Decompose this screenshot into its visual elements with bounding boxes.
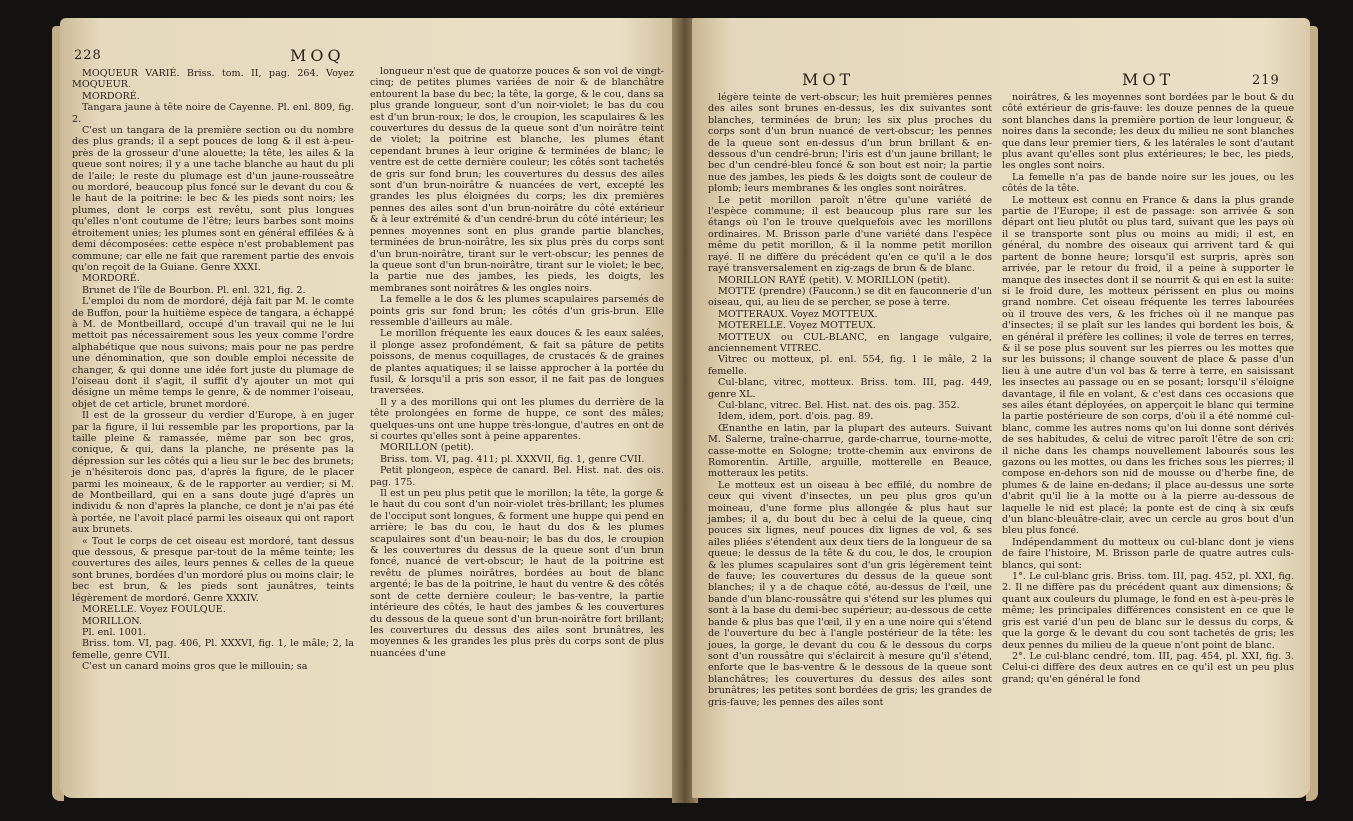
paragraph: Le motteux est un oiseau à bec effilé, du nombre de ceux qui vivent d'insectes, un peu plus gros qu'un moineau, d'une forme plus allongée & plus haut sur jambes; il a, du bout du bec à celui de la queue, cinq pouces six lignes, neuf pouces dix lignes de vol, & ses ailes pliées s'étendent aux deux tiers de la longueur de sa queue; le dessus de la tête & du cou, le dos, le croupion & les plumes scapulaires sont d'un gris légèrement teint de fauve; les couvertures du dessus de la queue sont blanches; il y a de chaque côté, au-dessus de l'œil, une bande d'un blanc-roussâtre qui s'étend sur les plumes qui sont à la base du demi-bec supérieur; au-dessous de cette bande & plus bas que l'œil, il y en a une noire qui s'étend de l'ouverture du bec à l'angle postérieur de la tête: les joues, la gorge, le devant du cou & le dessous du corps sont d'un roussâtre qui s'éclaircit à mesure qu'il s'étend, enforte que le bas-ventre & le dessous de la queue sont blanchâtres; les couvertures du dessus des ailes sont brunâtres; les petites sont bordées de gris; les grandes de gris-fauve; les pennes des ailes sont [708, 479, 992, 708]
paragraph: Tangara jaune à tête noire de Cayenne. Pl. enl. 809, fig. 2. [72, 102, 354, 125]
left-page-column-1 [72, 68, 354, 673]
paragraph: Œnanthe en latin, par la plupart des auteurs. Suivant M. Salerne, traîne-charrue, garde-charrue, tourne-motte, casse-motte en Sologne; trotte-chemin aux environs de Romorentin. Artille, arguille, motterelle en Beauce, motteraux les petits. [708, 422, 992, 480]
running-head-right-2: MOT [1122, 70, 1175, 89]
paragraph: La femelle n'a pas de bande noire sur les joues, ou les côtés de la tête. [1002, 171, 1294, 195]
paragraph: MOQUEUR VARIÉ. Briss. tom. II, pag. 264. Voyez MOQUEUR. [72, 68, 354, 91]
paragraph: noirâtres, & les moyennes sont bordées par le bout & du côté extérieur de gris-fauve: les douze pennes de la queue sont blanches dans la première portion de leur longueur, & noires dans la seconde; les deux du milieu ne sont blanches que dans leur premier tiers, & les latérales le sont d'autant plus avant qu'elles sont plus extérieures; le bec, les pieds, les ongles sont noirs. [1002, 92, 1294, 172]
paragraph: Pl. enl. 1001. [82, 626, 147, 638]
paragraph: Briss. tom. VI, pag. 411; pl. XXXVII, fig. 1, genre CVII. [380, 453, 645, 465]
right-page-column-1 [708, 92, 992, 708]
paragraph: MORDORÉ. [82, 273, 140, 285]
paragraph: Petit plongeon, espèce de canard. Bel. Hist. nat. des ois. pag. 175. [370, 465, 664, 488]
paragraph: Le motteux est connu en France & dans la plus grande partie de l'Europe; il est de passage: son arrivée & son départ ont lieu plutôt ou plus tard, suivant que les pays où il se transporte sont plus ou moins au midi; il est, en général, du nombre des oiseaux qui arrivent tard & qui partent de bonne heure; lorsqu'il est surpris, après son arrivée, par le retour du froid, il a peine à supporter le manque des insectes dont il se nourrit & qui en est la suite: si le froid dure, les motteux périssent en plus ou moins grand nombre. Cet oiseau fréquente les terres labourées où il trouve des vers, & les friches où il ne manque pas d'insectes; il se plaît sur les landes qui bordent les bois, & en général il préfère les collines; il vole de terres en terres, & il se pose plus souvent sur les pierres ou les mottes que sur les buissons; il change souvent de place & passe d'un lieu à une autre d'un vol bas & terre à terre, en saisissant les insectes au passage ou en se posant; lorsqu'il s'éloigne davantage, il file en volant, & c'est dans ces occasions que ses ailes étant déployées, on apperçoit le blanc qui termine la partie postérieure de son corps, d'où il a été nommé cul-blanc, comme les autres noms qu'on lui donne sont dérivés de ses habitudes, & celui de vitrec paroît l'être de son cri: il niche dans les champs nouvellement labourés sous les gazons ou les mottes, ou dans les friches sous les pierres; il compose en-dehors son nid de mousse ou d'herbe fine, de plumes & de laine en-dedans; il place au-dessus une sorte d'abrit qu'il lie à la motte ou à la pierre au-dessous de laquelle le nid est placé; la ponte est de cinq à six œufs d'un blanc-bleuâtre-clair, avec un cercle au gros bout d'un bleu plus foncé. [1002, 194, 1294, 537]
open-book [60, 18, 1310, 808]
page-number-left: 228 [74, 48, 102, 63]
paragraph: Briss. tom. VI, pag. 406, Pl. XXXVI, fig. 1, le mâle; 2, la femelle, genre CVII. [72, 638, 354, 661]
paragraph: Idem, idem, port. d'ois. pag. 89. [718, 411, 874, 423]
paragraph: Il est de la grosseur du verdier d'Europe, à en juger par la figure, il lui ressemble par les proportions, par la taille pleine & ramassée, même par son bec gros, conique, & qui, dans la planche, ne présente pas la dépression sur les côtés qui a lieu sur le bec des brunets; je n'hésiterois donc pas, d'après la figure, de le placer parmi les moineaux, & de le rapporter au verdier; si M. de Montbeillard, qui en a sans doute jugé d'après un individu & non d'après la planche, ce dont je n'ai pas été à portée, ne l'avoit placé parmi les oiseaux qui ont raport aux brunets. [72, 410, 354, 536]
paragraph: Cul-blanc, vitrec, motteux. Briss. tom. III, pag. 449, genre XL. [708, 377, 992, 400]
paragraph: MOTTE (prendre) (Fauconn.) se dit en fauconnerie d'un oiseau, qui, au lieu de se percher, se pose à terre. [708, 285, 992, 309]
paragraph: longueur n'est que de quatorze pouces & son vol de vingt-cinq; de petites plumes variées de noir & de blanchâtre entourent la base du bec; la tête, la gorge, & le cou, dans sa plus grande longueur, sont d'un noir-violet; le bas du cou est d'un brun-roux; le dos, le croupion, les scapulaires & les couvertures du dessus de la queue sont d'un noirâtre teint de violet; la poitrine est blanche, les plumes étant cependant brunes à leur origine & terminées de blanc; le ventre est de cette dernière couleur; les côtés sont tachetés de gris sur fond brun; les couvertures du dessus des ailes sont d'un brun-noirâtre & nuancées de vert, excepté les grandes les plus éloignées du corps; les dix premières pennes des ailes sont d'un brun-noirâtre du côté extérieur & à leur extrémité & d'un cendré-brun du côté intérieur; les pennes moyennes sont en plus grande partie blanches, terminées de brun-noirâtre, les six plus près du corps sont d'un brun-noirâtre, tirant sur le vert-obscur; les pennes de la queue sont d'un brun-noirâtre, tirant sur le violet; le bec, la partie nue des jambes, les pieds, les doigts, les membranes sont noirâtres & les ongles noirs. [370, 66, 664, 294]
paragraph: 2°. Le cul-blanc cendré, tom. III, pag. 454, pl. XXI, fig. 3. Celui-ci diffère des deux autres en ce qu'il est un peu plus grand; qu'en général le fond [1002, 650, 1294, 685]
paragraph: La femelle a le dos & les plumes scapulaires parsemés de points gris sur fond brun; les côtés d'un gris-brun. Elle ressemble d'ailleurs au mâle. [370, 294, 664, 328]
running-head-right-1: MOT [802, 70, 855, 89]
paragraph: C'est un tangara de la première section ou du nombre des plus grands; il a sept pouces de long & il est à-peu-près de la grosseur d'une alouette; la tête, les ailes & la queue sont noires; il y a une tache blanche au haut du pli de l'aile; le reste du plumage est d'un jaune-rousseâtre ou mordoré, beaucoup plus foncé sur le devant du cou & le haut de la poitrine: le bec & les pieds sont noirs; les plumes, dont le corps est revêtu, sont plus longues qu'elles n'ont coutume de l'être; leurs barbes sont moins étroitement unies; les plumes sont en général effilées & à demi décomposées: cette espèce n'est probablement pas commune; car elle ne fait que rarement partie des envois qu'on reçoit de la Guiane. Genre XXXI. [72, 125, 354, 273]
paragraph: Cul-blanc, vitrec. Bel. Hist. nat. des ois. pag. 352. [718, 399, 960, 411]
paragraph: Il est un peu plus petit que le morillon; la tête, la gorge & le haut du cou sont d'un noir-violet très-brillant; les plumes de l'occiput sont longues, & forment une huppe qui pend en arrière; le bas du cou, le haut du dos & les plumes scapulaires sont d'un beau-noir; le bas du dos, le croupion & les couvertures du dessus de la queue sont d'un brun foncé, nuancé de vert-obscur; le haut de la poitrine est revêtu de plumes noirâtres, bordées au bout de blanc argenté; le bas de la poitrine, le haut du ventre & des côtés sont de cette dernière couleur; le bas-ventre, la partie intérieure des côtés, le haut des jambes & les couvertures du dessous de la queue sont d'un brun-noirâtre fort brillant; les couvertures du dessus des ailes sont brunâtres, les moyennes & les grandes les plus près du corps sont de plus nuancées d'une [370, 488, 664, 659]
paragraph: « Tout le corps de cet oiseau est mordoré, tant dessus que dessous, & presque par-tout de la même teinte; les couvertures des ailes, leurs pennes & celles de la queue sont brunes, bordées d'un mordoré plus ou moins clair; le bec est brun, & les pieds sont jaunâtres, teints légèrement de mordoré. Genre XXXIV. [72, 535, 354, 604]
paragraph: L'emploi du nom de mordoré, déjà fait par M. le comte de Buffon, pour la huitième espèce de tangara, a échappé à M. de Montbeillard, occupé d'un travail qui ne le lui mettoit pas nécessairement sous les yeux comme l'ordre alphabétique que nous suivons; mais pour ne pas perdre une dénomination, que son double emploi nécessite de changer, & qui donne une idée fort juste du plumage de l'oiseau dont il s'agit, il suffit d'y ajouter un mot qui désigne un même temps le genre, & de nommer l'oiseau, objet de cet article, brunet mordoré. [72, 296, 354, 410]
paragraph: MORELLE. Voyez FOULQUE. [82, 604, 226, 616]
paragraph: Le petit morillon paroît n'être qu'une variété de l'espèce commune; il est beaucoup plus rare sur les étangs où l'on le trouve quelquefois avec les morillons ordinaires. M. Brisson parle d'une variété dans l'espèce même du petit morillon, & il la nomme petit morillon rayé. Il ne diffère du précédent qu'en ce qu'il a le dos rayé transversalement en zig-zags de brun & de blanc. [708, 194, 992, 275]
paragraph: Le morillon fréquente les eaux douces & les eaux salées, il plonge assez profondément, & fait sa pâture de petits poissons, de menus coquillages, de crustacés & de graines de plantes aquatiques; il se laisse approcher à la portée du fusil, & lorsqu'il a pris son essor, il ne fait pas de longues traversées. [370, 328, 664, 397]
paragraph: MORILLON (petit). [380, 442, 474, 454]
paragraph: Indépendamment du motteux ou cul-blanc dont je viens de faire l'histoire, M. Brisson parle de quatre autres culs-blancs, qui sont: [1002, 536, 1294, 571]
paragraph: 1°. Le cul-blanc gris. Briss. tom. III, pag. 452, pl. XXI, fig. 2. Il ne diffère pas du précédent quant aux dimensions; & quant aux couleurs du plumage, le fond en est à-peu-près le même; les principales différences consistent en ce que le gris est varié d'un peu de blanc sur le dessus du corps, & que la gorge & le devant du cou sont tachetés de gris; les deux pennes du milieu de la queue n'ont point de blanc. [1002, 571, 1295, 651]
paragraph: MORILLON. [82, 615, 143, 627]
running-head-left: MOQ [290, 46, 345, 65]
paragraph: C'est un canard moins gros que le millouin; sa [82, 661, 308, 673]
left-page [60, 18, 678, 798]
right-page [692, 18, 1310, 798]
paragraph: MORILLON RAYÉ (petit). V. MORILLON (petit). [718, 274, 951, 286]
paragraph: MOTTERAUX. Voyez MOTTEUX. [718, 308, 878, 320]
paragraph: MORDORÉ. [82, 90, 140, 102]
page-number-right: 219 [1252, 73, 1280, 88]
paragraph: MOTERELLE. Voyez MOTTEUX. [718, 320, 876, 332]
right-page-column-2 [1002, 92, 1294, 685]
paragraph: MOTTEUX ou CUL-BLANC, en langage vulgaire, anciennement VITREC. [708, 331, 992, 354]
left-page-column-2 [370, 66, 664, 659]
paragraph: Il y a des morillons qui ont les plumes du derrière de la tête prolongées en forme de huppe, ce sont des mâles; quelques-uns ont une huppe très-longue, d'autres en ont de si courtes qu'elles sont à peine apparentes. [370, 396, 664, 442]
paragraph: Brunet de l'île de Bourbon. Pl. enl. 321, fig. 2. [82, 284, 306, 296]
paragraph: légère teinte de vert-obscur; les huit premières pennes des ailes sont brunes en-dessus, les dix suivantes sont blanches, terminées de brun; les six plus proches du corps sont d'un brun nuancé de vert-obscur; les pennes de la queue sont en-dessus d'un brun brillant & en-dessous d'un cendré-brun; l'iris est d'un jaune brillant; le bec d'un cendré-bleu foncé & son bout est noir; la partie nue des jambes, les pieds & les doigts sont de couleur de plomb; leurs membranes & les ongles sont noirâtres. [708, 92, 992, 195]
paragraph: Vitrec ou motteux, pl. enl. 554, fig. 1 le mâle, 2 la femelle. [708, 354, 992, 377]
